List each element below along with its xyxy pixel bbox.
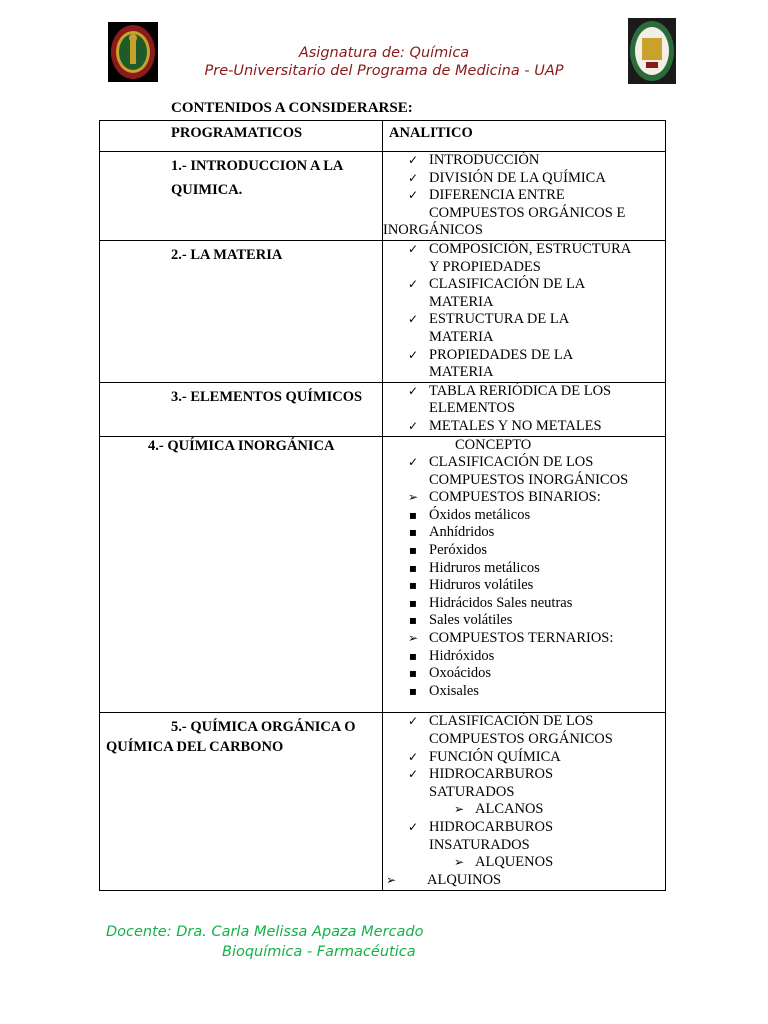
list-item-text: PROPIEDADES DE LA bbox=[429, 346, 574, 363]
list-item-text: ALQUENOS bbox=[475, 854, 554, 871]
square-bullet-icon: ▪ bbox=[408, 595, 418, 610]
list-item-text: Anhídridos bbox=[429, 524, 495, 541]
list-item bbox=[383, 577, 665, 595]
list-item-text: Oxoácidos bbox=[429, 665, 492, 682]
square-bullet-icon: ▪ bbox=[408, 525, 418, 540]
list-item-text: Y PROPIEDADES bbox=[429, 258, 541, 275]
check-icon: ✓ bbox=[407, 455, 419, 470]
list-item-text: DIVISIÓN DE LA QUÍMICA bbox=[429, 169, 606, 186]
program-line: QUÍMICA DEL CARBONO bbox=[106, 739, 284, 756]
list-item bbox=[383, 400, 665, 418]
list-item bbox=[383, 801, 665, 819]
list-item bbox=[383, 524, 665, 542]
list-item bbox=[383, 749, 665, 767]
column-header-programaticos: PROGRAMATICOS bbox=[100, 121, 383, 152]
check-icon: ✓ bbox=[407, 383, 419, 398]
table-row bbox=[100, 436, 666, 713]
program-title: Pre-Universitario del Programa de Medicina - UAP bbox=[204, 63, 564, 79]
list-item bbox=[383, 683, 665, 701]
list-item bbox=[383, 837, 665, 855]
list-item-text: MATERIA bbox=[429, 293, 494, 310]
check-icon: ✓ bbox=[407, 277, 419, 292]
list-item bbox=[383, 766, 665, 784]
list-item bbox=[383, 713, 665, 731]
list-item-text: HIDROCARBUROS bbox=[429, 818, 554, 835]
program-line: 5.- QUÍMICA ORGÁNICA O bbox=[171, 719, 356, 736]
column-header-analitico: ANALITICO bbox=[383, 121, 666, 152]
table-row bbox=[100, 713, 666, 891]
analytic-cell bbox=[383, 240, 666, 382]
list-item-text: COMPUESTOS INORGÁNICOS bbox=[429, 471, 629, 488]
check-icon: ✓ bbox=[407, 819, 419, 834]
list-item bbox=[383, 222, 665, 240]
list-item bbox=[383, 276, 665, 294]
analytic-cell bbox=[383, 713, 666, 891]
list-item bbox=[383, 560, 665, 578]
list-item bbox=[383, 595, 665, 613]
list-item-text: TABLA RERIÓDICA DE LOS bbox=[429, 382, 612, 399]
list-item bbox=[383, 418, 665, 436]
list-item bbox=[383, 872, 665, 890]
list-item bbox=[383, 784, 665, 802]
program-cell: 2.- LA MATERIA bbox=[100, 240, 383, 382]
list-item-text: ALCANOS bbox=[475, 801, 544, 818]
list-item bbox=[383, 205, 665, 223]
program-cell: 3.- ELEMENTOS QUÍMICOS bbox=[100, 382, 383, 436]
list-item-text: FUNCIÓN QUÍMICA bbox=[429, 748, 561, 765]
list-item-text: ALQUINOS bbox=[427, 871, 502, 888]
analytic-cell bbox=[383, 436, 666, 713]
list-item-text: CLASIFICACIÓN DE LOS bbox=[429, 713, 594, 730]
list-item-text: METALES Y NO METALES bbox=[429, 417, 602, 434]
arrow-bullet-icon: ➢ bbox=[453, 802, 465, 817]
table-row bbox=[100, 382, 666, 436]
check-icon: ✓ bbox=[407, 749, 419, 764]
list-item-text: COMPUESTOS TERNARIOS: bbox=[429, 630, 614, 647]
check-icon: ✓ bbox=[407, 767, 419, 782]
arrow-bullet-icon: ➢ bbox=[385, 872, 397, 887]
table-row bbox=[100, 240, 666, 382]
list-item bbox=[383, 472, 665, 490]
list-item-text: HIDROCARBUROS bbox=[429, 766, 554, 783]
list-item-text: CLASIFICACIÓN DE LOS bbox=[429, 454, 594, 471]
check-icon: ✓ bbox=[407, 153, 419, 167]
arrow-bullet-icon: ➢ bbox=[407, 631, 419, 646]
list-item-text: Oxisales bbox=[429, 682, 479, 699]
list-item-text: CLASIFICACIÓN DE LA bbox=[429, 276, 586, 293]
list-item bbox=[383, 542, 665, 560]
list-item bbox=[383, 311, 665, 329]
list-item bbox=[383, 241, 665, 259]
list-item-text: Óxidos metálicos bbox=[429, 506, 531, 523]
list-item bbox=[383, 854, 665, 872]
square-bullet-icon: ▪ bbox=[408, 543, 418, 558]
program-cell: 4.- QUÍMICA INORGÁNICA bbox=[100, 436, 383, 713]
square-bullet-icon: ▪ bbox=[408, 613, 418, 628]
list-item bbox=[383, 819, 665, 837]
list-item-text: INTRODUCCIÓN bbox=[429, 152, 540, 168]
list-item-text: COMPOSICIÓN, ESTRUCTURA bbox=[429, 240, 632, 257]
list-item bbox=[383, 152, 665, 170]
list-item-text: COMPUESTOS ORGÁNICOS bbox=[429, 731, 613, 747]
list-item bbox=[383, 648, 665, 666]
list-item bbox=[383, 612, 665, 630]
list-item bbox=[383, 187, 665, 205]
program-cell bbox=[100, 713, 383, 891]
list-item-text: DIFERENCIA ENTRE bbox=[429, 187, 565, 204]
list-item-text: Hidruros metálicos bbox=[429, 559, 540, 576]
list-item-text: COMPUESTOS ORGÁNICOS E bbox=[429, 204, 626, 221]
list-item-text: Sales volátiles bbox=[429, 612, 513, 629]
list-item bbox=[383, 259, 665, 277]
teacher-name: Docente: Dra. Carla Melissa Apaza Mercado bbox=[106, 924, 424, 940]
list-item-text: Hidróxidos bbox=[429, 647, 495, 664]
list-item-text: SATURADOS bbox=[429, 783, 515, 800]
list-item-text: COMPUESTOS BINARIOS: bbox=[429, 489, 601, 506]
check-icon: ✓ bbox=[407, 170, 419, 185]
list-item-text: INSATURADOS bbox=[429, 836, 530, 853]
list-item bbox=[383, 294, 665, 312]
list-item bbox=[383, 630, 665, 648]
square-bullet-icon: ▪ bbox=[408, 666, 418, 681]
list-item-text: ESTRUCTURA DE LA bbox=[429, 311, 570, 328]
arrow-bullet-icon: ➢ bbox=[407, 490, 419, 505]
list-item-text: Hidrácidos Sales neutras bbox=[429, 594, 573, 611]
list-item bbox=[383, 383, 665, 401]
check-icon: ✓ bbox=[407, 714, 419, 729]
square-bullet-icon: ▪ bbox=[408, 578, 418, 593]
list-item bbox=[383, 507, 665, 525]
square-bullet-icon: ▪ bbox=[408, 507, 418, 522]
check-icon: ✓ bbox=[407, 418, 419, 433]
list-item bbox=[383, 489, 665, 507]
list-item bbox=[383, 347, 665, 365]
analytic-cell bbox=[383, 152, 666, 241]
program-cell: 1.- INTRODUCCION A LA QUIMICA. bbox=[100, 152, 383, 241]
list-item-text: MATERIA bbox=[429, 364, 494, 381]
list-item bbox=[383, 364, 665, 382]
check-icon: ✓ bbox=[407, 188, 419, 203]
list-item bbox=[383, 329, 665, 347]
square-bullet-icon: ▪ bbox=[408, 648, 418, 663]
list-item bbox=[383, 454, 665, 472]
list-item-text: ELEMENTOS bbox=[429, 400, 515, 417]
syllabus-table bbox=[99, 120, 666, 891]
course-header bbox=[0, 44, 768, 80]
square-bullet-icon: ▪ bbox=[408, 683, 418, 698]
square-bullet-icon: ▪ bbox=[408, 560, 418, 575]
contents-title: CONTENIDOS A CONSIDERARSE: bbox=[171, 100, 413, 116]
check-icon: ✓ bbox=[407, 312, 419, 327]
list-item bbox=[383, 170, 665, 188]
footer bbox=[0, 922, 768, 962]
course-title: Asignatura de: Química bbox=[298, 45, 470, 61]
list-item-text: Hidruros volátiles bbox=[429, 577, 534, 594]
table-header-row bbox=[100, 121, 666, 152]
teacher-profession: Bioquímica - Farmacéutica bbox=[222, 944, 416, 960]
list-item bbox=[383, 437, 665, 455]
arrow-bullet-icon: ➢ bbox=[453, 855, 465, 870]
list-item-text: Peróxidos bbox=[429, 542, 487, 559]
list-item bbox=[383, 665, 665, 683]
list-item-text: INORGÁNICOS bbox=[383, 222, 483, 239]
check-icon: ✓ bbox=[407, 347, 419, 362]
analytic-cell bbox=[383, 382, 666, 436]
list-item-text: CONCEPTO bbox=[455, 436, 532, 453]
list-item-text: MATERIA bbox=[429, 328, 494, 345]
list-item bbox=[383, 731, 665, 749]
check-icon: ✓ bbox=[407, 241, 419, 256]
table-row bbox=[100, 152, 666, 241]
